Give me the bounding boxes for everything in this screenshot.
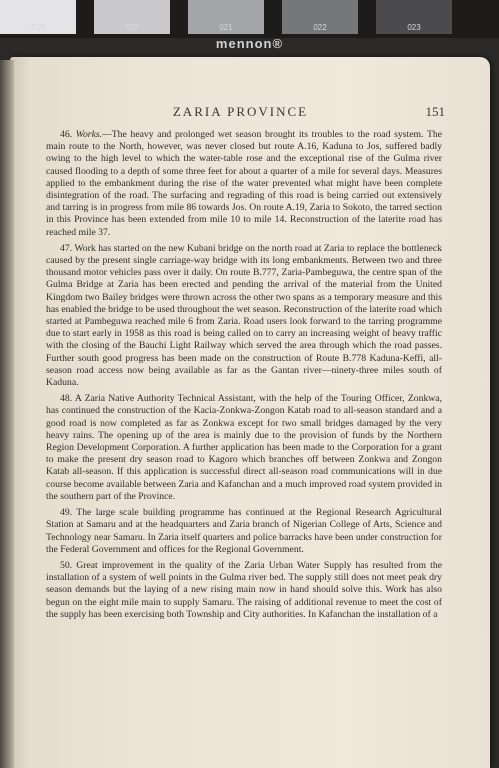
paragraph-text: —The heavy and prolonged wet season brought its troubles to the road system. The main route to the North, however, was never closed but route A.16, Kaduna to Jos, suffered badly owing to the high level to which the water-table rose and the exceptional rise of the Gulma river caused flooding to a depth of some three feet for about a quarter of a mile for several days. Measures applied to the embankment during the rise of the water prevented what might have been complete disintegration of the road. The surfacing and regrading of this road is being carried out extensively and tarring is in progress from mile 86 towards Jos. On route A.19, Zaria to Sokoto, the tarred section in this Province has been extended from mile 10 to mile 14. Reconstruction of the laterite road has reached mile 37. [46,129,443,238]
paragraph [46,129,442,239]
paragraph-number: 50. [60,559,73,571]
page-number: 151 [425,104,445,119]
paragraph-number: 49. [60,507,73,519]
patch-label: 020 [125,23,139,32]
running-header [36,104,445,120]
page-body [46,129,442,625]
paragraph-heading: Works. [75,129,103,140]
color-patch [0,0,76,34]
paragraph-number: 46. [60,129,73,140]
color-patch [188,0,264,34]
paragraph [46,507,442,556]
paragraph-text: The large scale building programme has continued at the Regional Research Agricultural Station at Samaru and at the headquarters and Zaria branch of Nigerian College of Arts, Science and Technology near Samaru. In Zaria itself quarters and police barracks have been under construction for the Federal Government and offices for the Regional Government. [46,507,443,555]
running-head-title: ZARIA PROVINCE [172,104,309,119]
paragraph [46,243,442,389]
paragraph-text: Work has started on the new Kubani bridge on the north road at Zaria to replace the bottleneck caused by the present single carriage-way bridge with its long embankments. Between two and three thousand motor vehicles pass over it daily. On route B.777, Zaria-Pambeguwa, the centre span of the Gulma Bridge at Zaria has been erected and pending the arrival of the material from the United Kingdom two Bailey bridges were thrown across the other two spans as a temporary measure and this has enabled the bridge to be used throughout the wet season. Reconstruction of the laterite road which started at Pambeguwa reached mile 6 from Zaria. Road users look forward to the tarring programme due to start early in 1958 as this road is being called on to carry an increasing weight of heavy traffic with the closing of the Bauchi Light Railway which served the area through which the road passes. Further south good progress has been made on the construction of Route B.778 Kaduna-Keffi, all-season road access now being available as far as the Gantan river—ninety-three miles south of Kaduna. [46,242,442,389]
patch-label: 021 [219,23,233,32]
color-patch [94,0,170,34]
paragraph [46,560,442,621]
book-binding [0,60,14,768]
patch-label: 023 [407,23,421,32]
color-patch [376,0,452,34]
color-patch [282,0,358,34]
patch-label: 022 [313,23,327,32]
paragraph-text: A Zaria Native Authority Technical Assistant, with the help of the Touring Officer, Zonkwa, has continued the construction of the Kacia-Zonkwa-Zongon Katab road to all-season standard and a good road is now completed as far as Zonkwa except for two small bridges damaged by the very heavy rains. The opening up of the area is mainly due to the provision of funds by the Northern Region Development Corporation. A further application has been made to the Corporation for a grant to make the present dry season road to Kagoro which branches off between Zonkwa and Zongon Katab all-season. If this application is successful direct all-season road communications will in due course become available between Zaria and Kafanchan and a much improved road system provided in the southern part of the Province. [46,393,443,502]
paragraph [46,393,442,503]
paragraph-number: 48. [60,393,73,405]
paragraph-text: Great improvement in the quality of the Zaria Urban Water Supply has resulted from the installation of a system of well points in the Gulma river bed. The supply still does not meet peak dry season demands but the laying of a new rising main now in hand should solve this. Work has also begun on the eight mile main to supply Samaru. The raising of additional revenue to meet the cost of the supply has been exercising both Township and City authorities. In Kafanchan the installation of a [46,559,443,620]
color-calibration-strip [0,0,499,38]
calibration-brand-label: mennon® [215,36,284,51]
patch-label: 019 [31,23,45,32]
paragraph-number: 47. [60,242,73,254]
